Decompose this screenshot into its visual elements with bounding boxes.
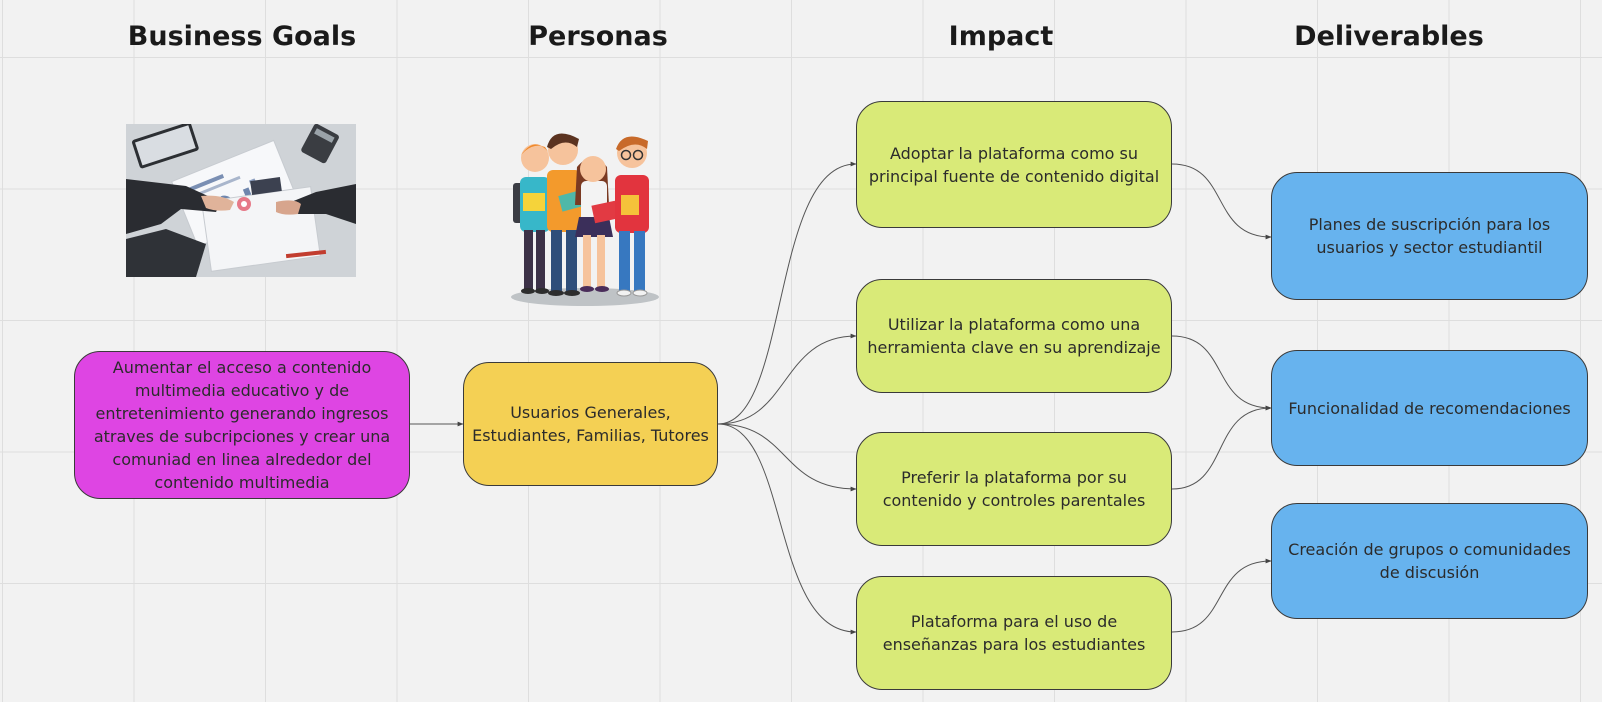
deliverable-text: Planes de suscripción para los usuarios y sector estudiantil: [1308, 215, 1551, 257]
impact-text: Adoptar la plataforma como su principal fuente de contenido digital: [868, 143, 1160, 186]
column-title-deliverables: Deliverables: [1294, 21, 1484, 52]
impact-card-1[interactable]: [856, 101, 1172, 228]
connector-impact-2-to-deliverable-2: [1172, 336, 1271, 408]
deliverable-card-1[interactable]: [1271, 172, 1588, 300]
deliverable-card-2[interactable]: [1271, 350, 1588, 466]
deliverable-card-3[interactable]: [1271, 503, 1588, 619]
business-goal-card[interactable]: [74, 351, 410, 499]
persona-text: Usuarios Generales, Estudiantes, Familias, Tutores: [472, 403, 709, 445]
business-goal-text: Aumentar el acceso a contenido multimedia educativo y de entretenimiento generando ingresos atraves de subcripciones y crear una comuniad en linea alrededor del contenido multimedia: [93, 358, 391, 492]
impact-card-2[interactable]: [856, 279, 1172, 393]
deliverable-text: Funcionalidad de recomendaciones: [1288, 398, 1571, 418]
impact-text: Plataforma para el uso de enseñanzas para los estudiantes: [882, 612, 1146, 654]
column-title-impact: Impact: [948, 21, 1054, 52]
connector-impact-1-to-deliverable-1: [1172, 164, 1271, 237]
column-title-business-goals: Business Goals: [127, 21, 357, 52]
persona-card[interactable]: [463, 362, 718, 486]
connector-persona-to-impact-4: [718, 424, 856, 632]
connector-impact-3-to-deliverable-2: [1172, 408, 1271, 489]
impact-card-3[interactable]: [856, 432, 1172, 546]
connector-persona-to-impact-3: [718, 424, 856, 489]
impact-card-4[interactable]: [856, 576, 1172, 690]
connector-persona-to-impact-1: [718, 164, 856, 424]
connector-impact-4-to-deliverable-3: [1172, 561, 1271, 632]
connector-persona-to-impact-2: [718, 336, 856, 424]
impact-text: Preferir la plataforma por su contenido y controles parentales: [882, 468, 1146, 510]
impact-text: Utilizar la plataforma como una herramienta clave en su aprendizaje: [867, 315, 1161, 357]
deliverable-text: Creación de grupos o comunidades de discusión: [1288, 540, 1571, 582]
column-title-personas: Personas: [528, 21, 668, 52]
